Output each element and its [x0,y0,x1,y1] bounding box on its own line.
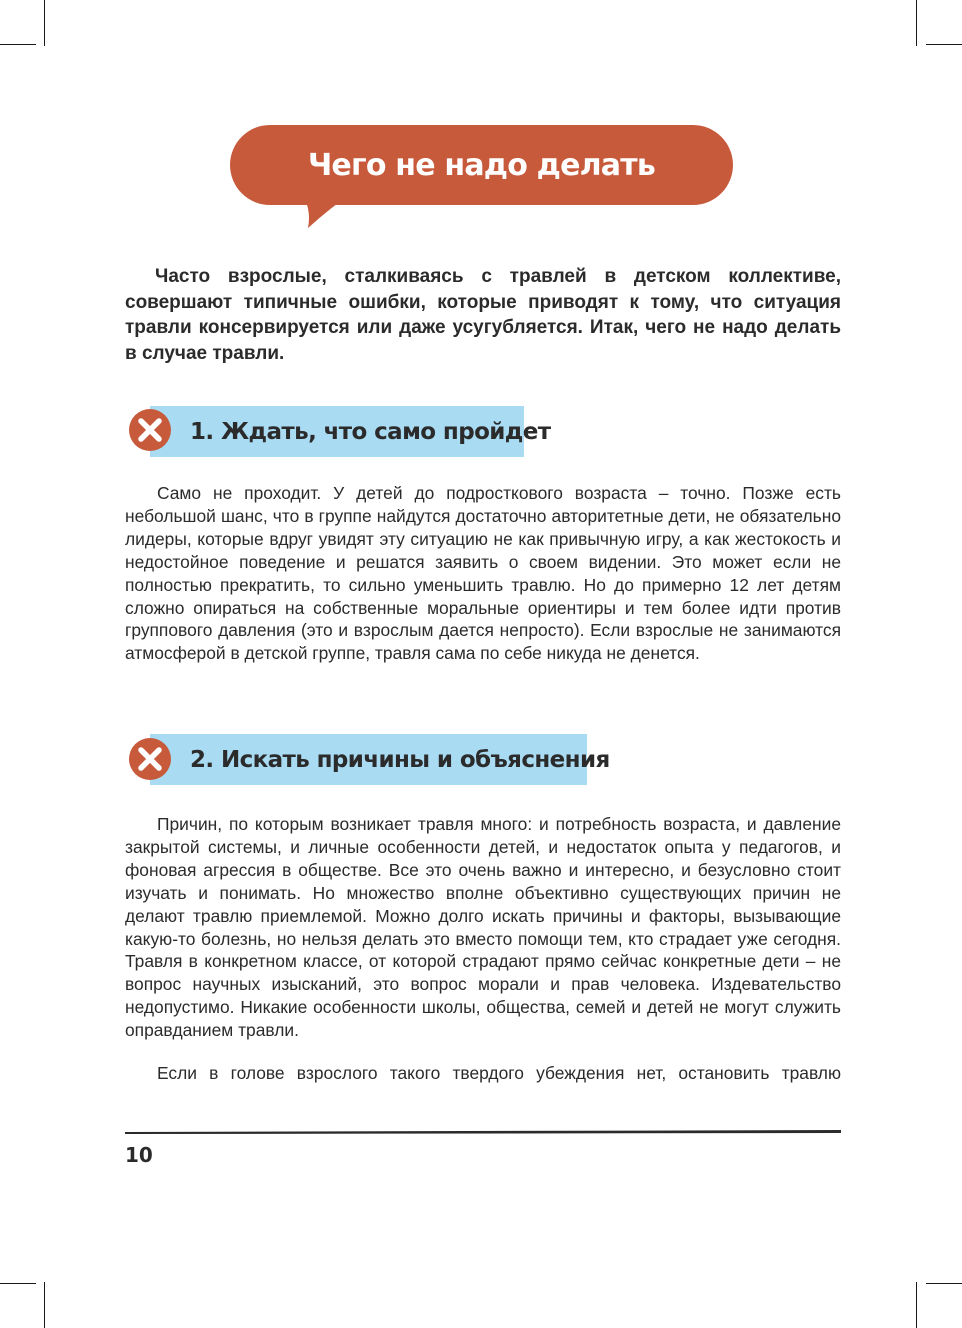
page-number: 10 [125,1143,153,1167]
crop-mark [926,44,962,45]
crop-mark [0,44,36,45]
crop-mark [916,1282,917,1328]
crop-mark [926,1283,962,1284]
crop-mark [44,1282,45,1328]
speech-bubble-tail [296,190,356,228]
close-circle-icon [128,737,172,781]
section-2-paragraph-continued: Если в голове взрослого такого твердого убеждения нет, остановить травлю [157,1063,841,1083]
crop-mark [916,0,917,46]
close-circle-icon [128,408,172,452]
section-heading-1 [150,406,551,457]
crop-mark [44,0,45,46]
crop-mark [0,1283,36,1284]
page-title: Чего не надо делать [307,147,656,183]
section-heading-2 [150,734,610,785]
intro-paragraph: Часто взрослые, сталкиваясь с травлей в детском коллективе, совершают типичные ошибки, которые приводят к тому, что ситуация травли консервируется или даже усугубляется. Итак, чего не надо делать в случае травли. [125,266,841,364]
section-1-paragraph: Само не проходит. У детей до подросткового возраста – точно. Позже есть небольшой шанс, что в группе найдутся достаточно авторитетные дети, не обязательно лидеры, которые вдруг увидят эту ситуацию не как привычную игру, а как жестокость и недостойное поведение и решатся заявить о своем видении. Это может если не полностью прекратить, то сильно уменьшить травлю. Но до примерно 12 лет детям сложно опираться на собственные моральные ориентиры и тем более идти против группового давления (это и взрослым дается непросто). Если взрослые не занимаются атмосферой в детской группе, травля сама по себе никуда не денется. [125,483,841,664]
section-title: 2. Искать причины и объяснения [190,746,610,773]
section-2-paragraph: Причин, по которым возникает травля много: и потребность возраста, и давление закрытой системы, и личные особенности детей, и недостаток опыта у педагогов, и фоновая агрессия в обществе. Все это очень важно и интересно, и безусловно стоит изучать и понимать. Но множество вполне объективно существующих причин не делают травлю приемлемой. Можно долго искать причины и факторы, вызывающие какую-то болезнь, но нельзя делать это вместо помощи тем, кто страдает уже сегодня. Травля в конкретном классе, от которой страдают прямо сейчас конкретные дети – не вопрос научных изысканий, это вопрос морали и прав человека. Издевательство недопустимо. Никакие особенности школы, общества, семей и детей не могут служить оправданием травли. [125,814,841,1041]
footer-rule [125,1129,841,1134]
section-title: 1. Ждать, что само пройдет [190,418,551,445]
